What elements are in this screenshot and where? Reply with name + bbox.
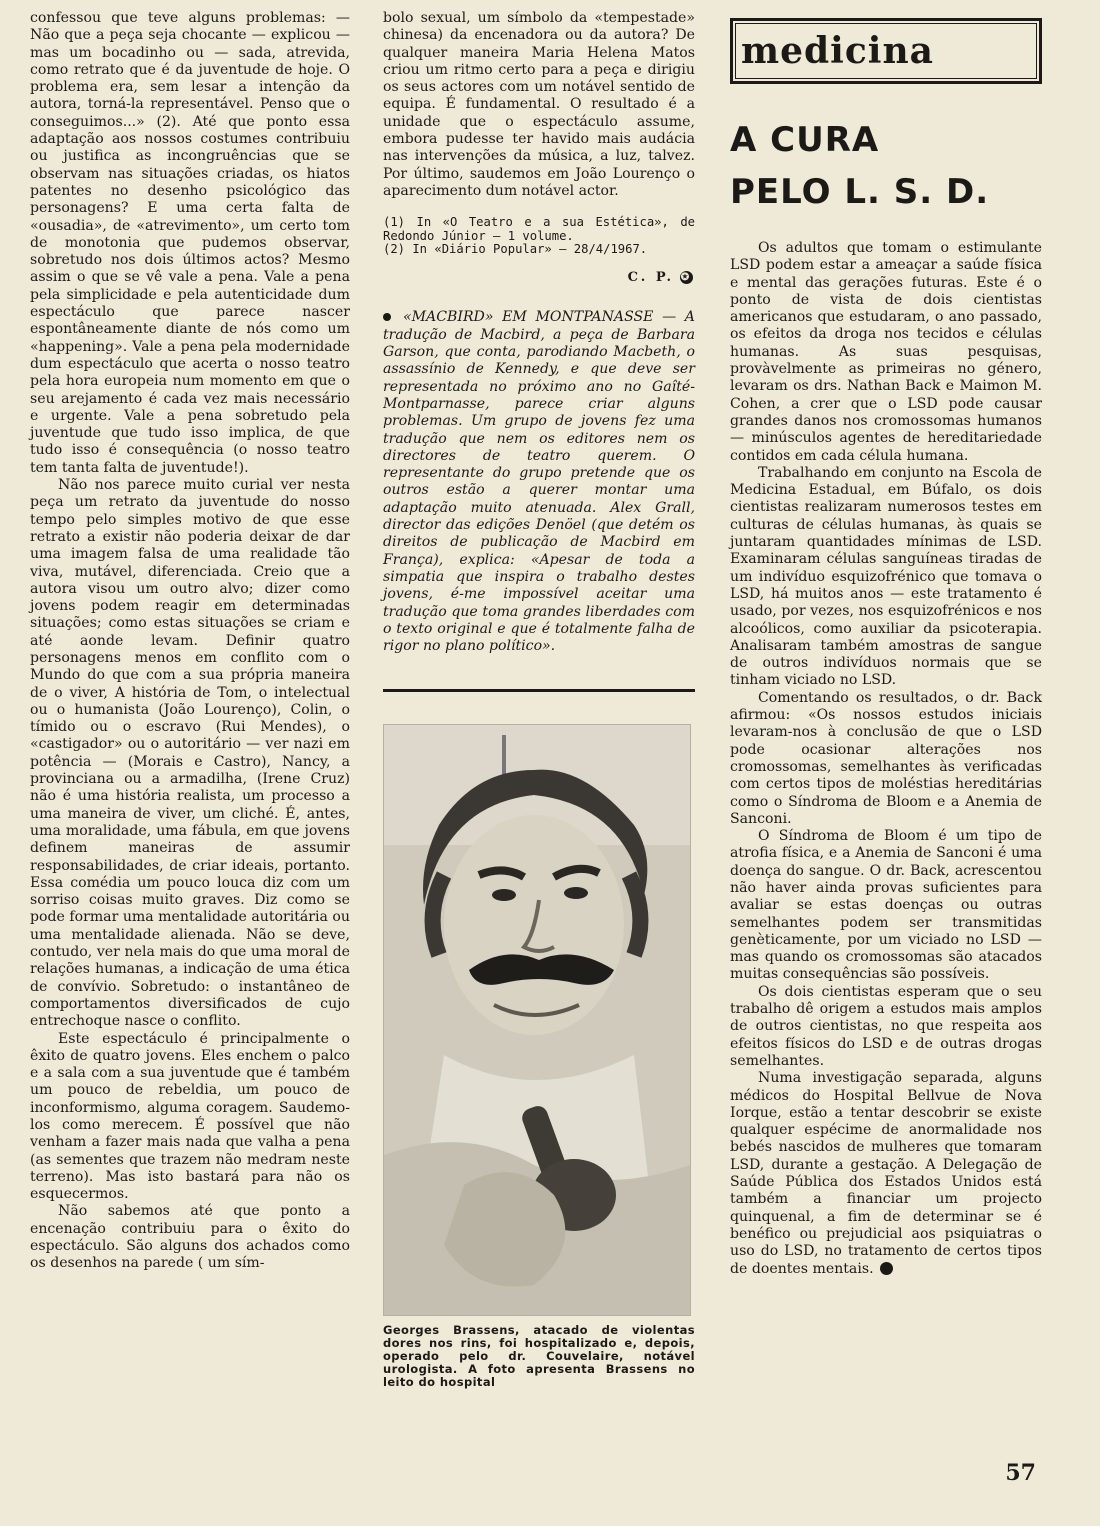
footnotes (383, 216, 695, 256)
footnote: (1) In «O Teatro e a sua Estética», de Redondo Júnior — 1 volume. (383, 215, 695, 243)
theatre-review-column-2 (383, 10, 695, 1389)
review-paragraph: Este espectáculo é principalmente o êxito de quatro jovens. Eles enchem o palco e a sala com a sua juventude que é também um pouco de rebeldia, um pouco de inconformismo, alguma coragem. Saudemo-los como merecem. É possível que não venham a fazer mais nada que valha a pena (as sementes que trazem não medram neste terreno). Mas isto bastará para não os esquecermos. (30, 1030, 350, 1203)
article-paragraph: Comentando os resultados, o dr. Back afirmou: «Os nossos estudos iniciais levaram-nos à conclusão de que o LSD pode ocasionar alterações nos cromossomas, semelhantes às verificadas com certos tipos de moléstias hereditárias como o Síndroma de Bloom e a Anemia de Sanconi. (730, 689, 1042, 827)
theatre-review-column-1 (30, 10, 350, 1273)
author-signature (383, 270, 695, 285)
article-paragraph (730, 1070, 1042, 1278)
article-paragraph: Trabalhando em conjunto na Escola de Medicina Estadual, em Búfalo, os dois cientistas realizaram numerosos testes em culturas de células humanas, às quais se juntaram quantidades mínimas de LSD. Examinaram células sanguíneas tiradas de um indivíduo esquizofrénico que tomava o LSD, há muitos anos — este tratamento é usado, por vezes, nos esquizofrénicos e nos alcoólicos, como auxiliar da psicoterapia. Analisaram também amostras de sangue de outros indivíduos normais que se tinham viciado no LSD. (730, 464, 1042, 689)
portrait-illustration (384, 725, 690, 1315)
bullet-icon (383, 313, 391, 321)
article-body (730, 240, 1042, 1278)
headline-line-2: PELO L. S. D. (730, 172, 990, 212)
medicine-column (730, 10, 1042, 1278)
brief-text: «MACBIRD» EM MONTPANASSE — A tradução de Macbird, a peça de Barbara Garson, que conta, parodiando Macbeth, o assassínio de Kennedy, e que deve ser representada no próximo ano no Gaîté-Montparnasse, parece criar alguns problemas. Um grupo de jovens fez uma tradução que nem os editores nem os directores de teatro querem. O representante do grupo pretende que os outros estão a querer montar uma adaptação muito atenuada. Alex Grall, director das edições Denöel (que detém os direitos de publicação de Macbird em França), explica: «Apesar de toda a simpatia que inspira o trabalho destes jovens, é-me impossível aceitar uma tradução que toma grandes liberdades com o texto original e que é totalmente falha de rigor no plano político». (383, 309, 695, 655)
review-paragraph: bolo sexual, um símbolo da «tempestade» chinesa) da encenadora ou da autora? De qualquer maneira Maria Helena Matos criou um ritmo certo para a peça e dirigiu os seus actores com um notável sentido de equipa. É fundamental. O resultado é a unidade que o espectáculo assume, embora pudesse ter havido mais audácia nas intervenções da música, a luz, talvez. Por último, saudemos em João Lourenço o aparecimento dum notável actor. (383, 10, 695, 199)
article-paragraph-text: Numa investigação separada, alguns médicos do Hospital Bellvue de Nova Iorque, estão a tentar descobrir se existe qualquer espécime de anormalidade nos bebés nascidos de mulheres que tomaram LSD, durante a gestação. A Delegação de Saúde Pública dos Estados Unidos está também a financiar um projecto quinquenal, a fim de determinar se é benéfico ou prejudicial aos psiquiatras o uso do LSD, no tratamento de certos tipos de doentes mentais. (730, 1070, 1042, 1277)
photo-caption (383, 1324, 695, 1389)
article-headline (730, 114, 1042, 218)
news-brief (383, 309, 695, 655)
section-header (730, 18, 1042, 84)
review-paragraph: Não nos parece muito curial ver nesta peça um retrato da juventude do nosso tempo pelo simples motivo de que esse retrato a existir não poderia deixar de dar uma imagem falsa de uma realidade tão viva, mutável, diferenciada. Creio que a autora visou um outro alvo; dizer como jovens podem reagir em determinadas situações; como estas situações se criam e até aonde levam. Definir quatro personagens menos em conflito com o Mundo do que com a sua própria maneira de o viver, A história de Tom, o intelectual ou o humanista (João Lourenço), Colin, o tímido ou o escravo (Rui Mendes), o «castigador» ou o autoritário — ver nazi em potência — (Morais e Castro), Nancy, a provinciana ou a armadilha, (Irene Cruz) não é uma história realista, um processo a uma maneira de viver, um cliché. É, antes, uma moralidade, uma fábula, em que jovens definem maneiras de assumir responsabilidades, de criar ideais, portanto. Essa comédia um pouco louca diz com um sorriso coisas muito graves. Diz como se pode formar uma mentalidade autoritária ou uma mentalidade alienada. Não se deve, contudo, ver nela mais do que uma moral de relações humanas, a indicação de uma ética de convívio. Sobretudo: o instantâneo de comportamentos diversificados de cujo entrechoque nasce o conflito. (30, 477, 350, 1030)
divider (383, 689, 695, 692)
star-end-mark-icon: ✪ (680, 272, 693, 284)
article-paragraph: Os adultos que tomam o estimulante LSD podem estar a ameaçar a saúde física e mental das gerações futuras. Este é o ponto de vista de dois cientistas americanos que estudaram, o ano passado, os efeitos da droga nos tecidos e células humanas. As suas pesquisas, provàvelmente as primeiras no género, levaram os drs. Nathan Back e Maimon M. Cohen, a crer que o LSD pode causar grandes danos nos cromossomas humanos — minúsculos agentes de hereditariedade contidos em cada célula humana. (730, 240, 1042, 464)
page-number: 57 (1005, 1460, 1036, 1486)
caption-text: Georges Brassens, atacado de violentas dores nos rins, foi hospitalizado e, depois, operado pelo dr. Couvelaire, notável urologista. A foto apresenta Brassens no leito do hospital (383, 1323, 695, 1390)
headline-line-1: A CURA (730, 120, 880, 160)
review-paragraph: Não sabemos até que ponto a encenação contribuiu para o êxito do espectáculo. São alguns dos achados como os desenhos na parede ( um sím- (30, 1203, 350, 1272)
article-paragraph: Os dois cientistas esperam que o seu trabalho dê origem a estudos mais amplos de outros cientistas, no que respeita aos efeitos físicos do LSD e de outras drogas semelhantes. (730, 983, 1042, 1069)
section-title: medicina (741, 30, 934, 72)
signature-text: C. P. (627, 270, 674, 286)
footnote: (2) In «Diário Popular» — 28/4/1967. (383, 242, 648, 257)
review-paragraph: confessou que teve alguns problemas: — Não que a peça seja chocante — explicou — mas um bocadinho ou — sada, atrevida, como retrato que é da juventude de hoje. O problema era, sem lesar a intenção da autora, torná-la representável. Penso que o conseguimos...» (2). Até que ponto essa adaptação aos nossos costumes contribuiu ou justifica as incongruências que se observam nas situações criadas, os hiatos patentes no desenho psicológico das personagens? E uma certa falta de «ousadia», de «atrevimento», um certo tom de monotonia que pudemos observar, sobretudo nos dois últimos actos? Mesmo assim o que se vê vale a pena. Vale a pena pela simplicidade e pela autenticidade dum espectáculo que parece nascer espontâneamente diante de nós como um «happening». Vale a pena pela modernidade dum espectáculo que acerta o nosso teatro pela hora europeia num momento em que o seu arejamento é cada vez mais necessário e urgente. Vale a pena sobretudo pela juventude que tudo isso implica, de que tudo isso é consequência (o nosso teatro tem tanta falta de juventude!). (30, 10, 350, 476)
star-end-mark-icon: ✪ (880, 1262, 893, 1275)
article-paragraph: O Síndroma de Bloom é um tipo de atrofia física, e a Anemia de Sanconi é uma doença do sangue. O dr. Back, acrescentou não haver ainda provas suficientes para avaliar se estas doenças ou outras semelhantes podem ser transmitidas genèticamente, por um viciado no LSD — mas quando os cromossomas são atacados muitas consequências são possíveis. (730, 828, 1042, 983)
brassens-photo (383, 724, 691, 1316)
